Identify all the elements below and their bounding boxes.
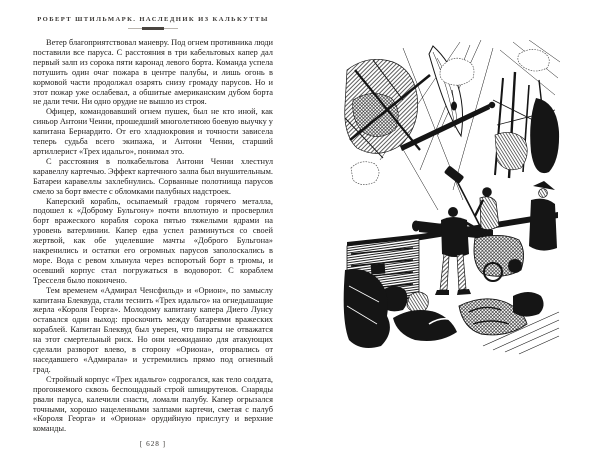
page-number: [ 628 ] bbox=[139, 440, 167, 449]
paragraph: С расстояния в полкабельтова Антони Ченни хлестнул каравеллу картечью. Эффект картечного залпа был внушительным. Батареи каравеллы захлебнулись. Сорванные полотнища парусов смело за борт вместе с обломками палубных надстроек. bbox=[33, 156, 273, 196]
naval-battle-engraving-svg bbox=[343, 40, 561, 372]
body-text bbox=[33, 38, 273, 434]
paragraph: Каперский корабль, осыпаемый градом горячего металла, подошел к «Доброму Бульгону» почти вплотную и просверлил борт вражеского корабля сорока пятью тяжелыми ядрами на уровень ватерлинии. Капер едва успел разминуться со своей жертвой, как обе уцелевшие мачты «Доброго Бульгона» накренились и остатки его огромных парусов заполоскались в море. Вода с ревом хлынула через вспоротый борт в трюмы, и осевший корпус стал погружаться в водоворот. С кораблем Тресселя было покончено. bbox=[33, 196, 273, 285]
paragraph: Офицер, командовавший огнем пушек, был не кто иной, как синьор Антони Ченни, прошедший многолетнюю боевую выучку у капитана Бернардито. От его хладнокровия и точности зависела теперь судьба всего экипажа, и Антони Ченни, старший артиллерист «Трех идальго», понимал это. bbox=[33, 107, 273, 156]
paragraph: Ветер благоприятствовал маневру. Под огнем противника люди поставили все паруса. С расстояния в три кабельтовых капер дал первый залп из сорока пяти каронад левого борта. Команда успела потушить один очаг пожара в центре палубы, и лишь огонь в кормовой части продолжал озарять снизу громаду парусов. Но и этот пожар уже ослабевал, а обшитые американским дубом борта не дали течи. Ни одно орудие не вышло из строя. bbox=[33, 38, 273, 107]
page-left bbox=[33, 0, 273, 450]
naval-battle-illustration bbox=[343, 40, 561, 372]
header-rule-ornament bbox=[128, 27, 178, 30]
ornament-center-bar bbox=[142, 27, 164, 30]
page-right bbox=[300, 0, 600, 450]
paragraph: Тем временем «Адмирал Ченсфильд» и «Орион», по замыслу капитана Блеквуда, стали теснить «Трех идальго» на огнедышащие жерла «Короля Георга». Молодому капитану капера Диего Лунсу оставался один выход: проскочить между батареями вражеских кораблей. Капитан Блеквуд был уверен, что пираты не отважатся на этот смертельный риск. Но они неожиданно для атакующих сделали разворот влево, в сторону «Ориона», оторвались от наседавшего «Адмирала» и устремились прямо под огненный град. bbox=[33, 285, 273, 374]
running-title: РОБЕРТ ШТИЛЬМАРК. НАСЛЕДНИК ИЗ КАЛЬКУТТЫ bbox=[37, 16, 269, 23]
paragraph: Стройный корпус «Трех идальго» содрогался, как тело солдата, прогоняемого сквозь беспощадный строй шпицрутенов. Снаряды рвали паруса, калечили снасти, ломали палубу. Капер огрызался точными, хорошо нацеленными залпами картечи, сметая с палуб «Короля Георга» и «Ориона» орудийную прислугу и верхние команды. bbox=[33, 374, 273, 434]
